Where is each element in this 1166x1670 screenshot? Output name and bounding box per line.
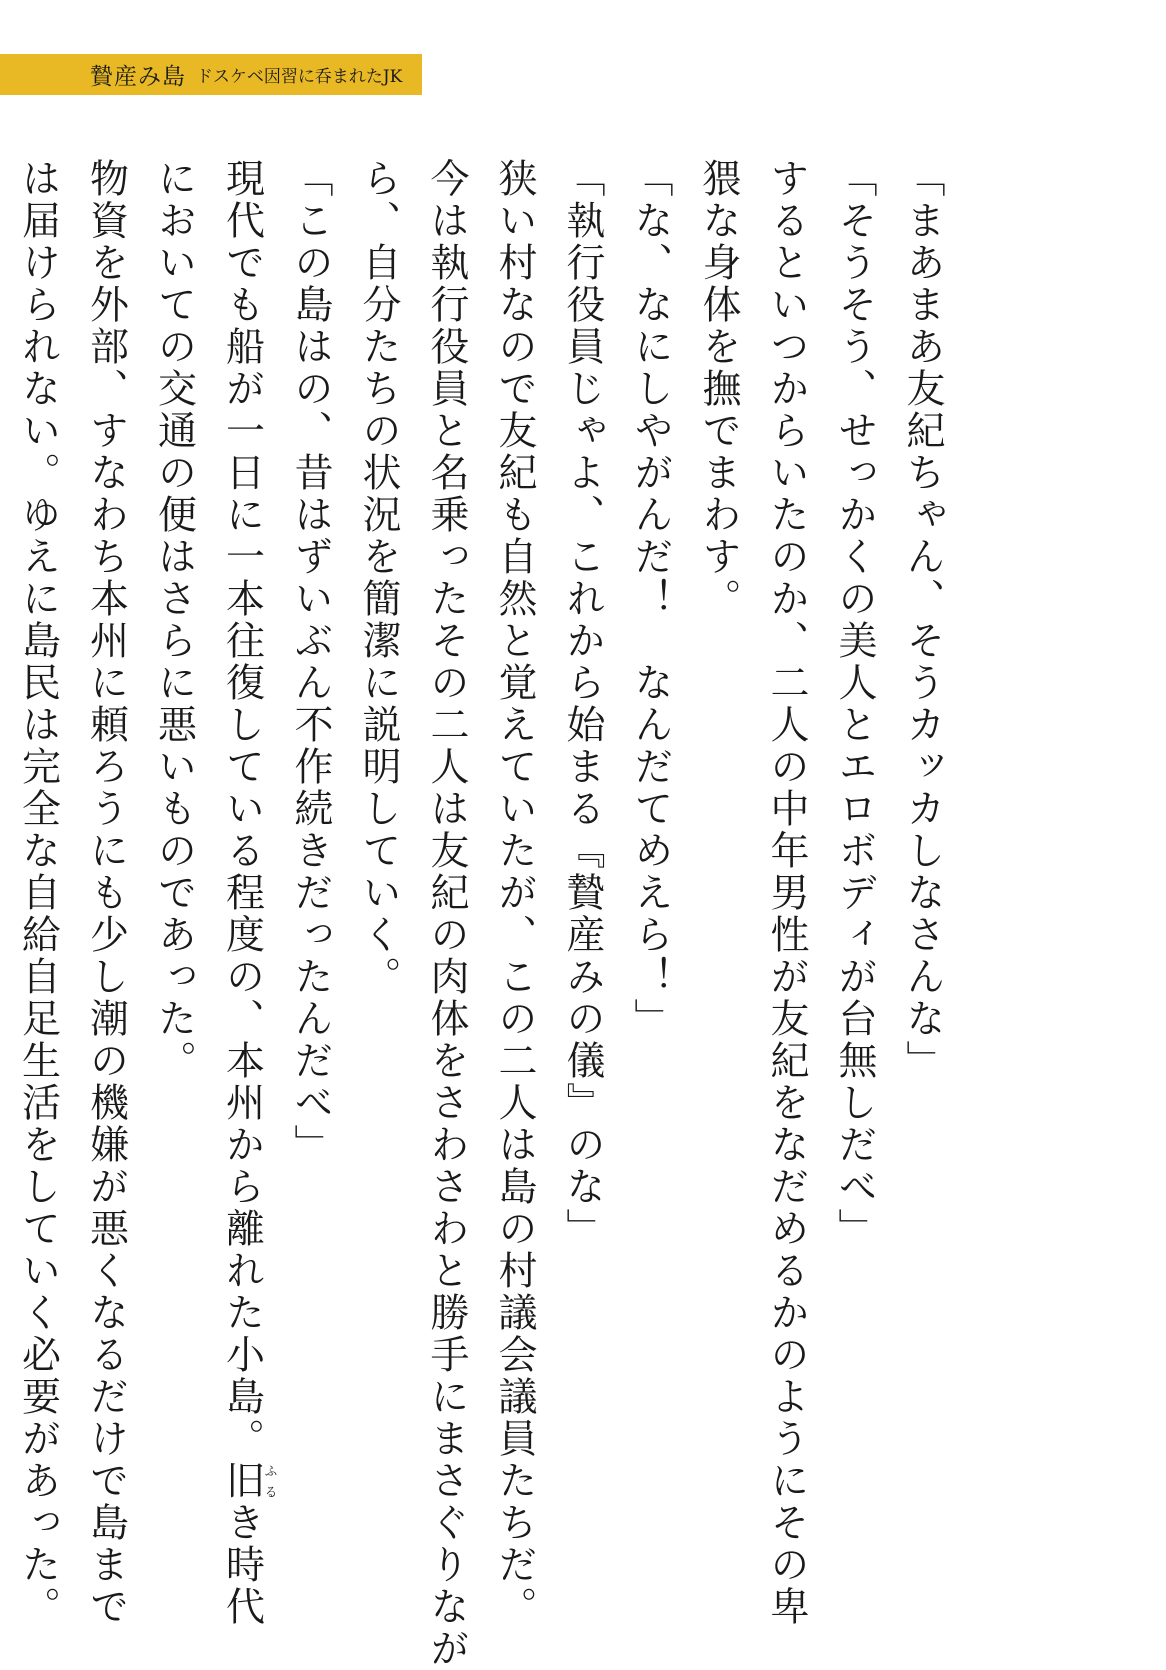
text-line-12: においての交通の便はさらに悪いものであった。 xyxy=(151,158,197,1082)
book-subtitle: ドスケベ因習に呑まれたJK xyxy=(196,67,403,87)
ruby-reading: ふる xyxy=(261,1460,277,1502)
text-line-4: 猥な身体を撫でまわす。 xyxy=(696,158,741,620)
text-line-15 xyxy=(0,158,4,1598)
text-line-1: 「まあまあ友紀ちゃん、そうカッカしなさんな」 xyxy=(900,158,945,1082)
running-header xyxy=(0,54,422,95)
text-line-10: 「この島はの、昔はずいぶん不作続きだったんだべ」 xyxy=(288,158,333,1166)
text-line-11 xyxy=(208,158,277,1628)
text-line-3: するといつからいたのか、二人の中年男性が友紀をなだめるかのようにその卑 xyxy=(764,158,809,1628)
text-line-8: 今は執行役員と名乗ったその二人は友紀の肉体をさわさわと勝手にまさぐりなが xyxy=(424,158,469,1670)
text-line-11-main: 現代でも船が一日に一本往復している程度の、本州から離れた小島。 xyxy=(219,158,265,1460)
text-line-14: は届けられない。ゆえに島民は完全な自給自足生活をしていく必要があった。 xyxy=(15,158,61,1628)
ruby-rest: き時代 xyxy=(219,1502,265,1628)
text-line-5: 「な、なにしやがんだ！ なんだてめえら！」 xyxy=(628,158,673,1040)
vertical-body-text xyxy=(0,158,956,1670)
text-line-2: 「そうそう、せっかくの美人とエロボディが台無しだべ」 xyxy=(832,158,877,1250)
text-line-9: ら、自分たちの状況を簡潔に説明していく。 xyxy=(356,158,401,998)
text-line-6: 「執行役員じゃよ、これから始まる『贄産みの儀』のな」 xyxy=(560,158,605,1250)
ruby-base: 旧 xyxy=(219,1460,265,1502)
text-line-7: 狭い村なので友紀も自然と覚えていたが、この二人は島の村議会議員たちだ。 xyxy=(492,158,537,1628)
book-title: 贄産み島 xyxy=(90,64,186,90)
text-line-13: 物資を外部、すなわち本州に頼ろうにも少し潮の機嫌が悪くなるだけで島まで xyxy=(83,158,129,1628)
ruby-furu xyxy=(219,1460,277,1502)
